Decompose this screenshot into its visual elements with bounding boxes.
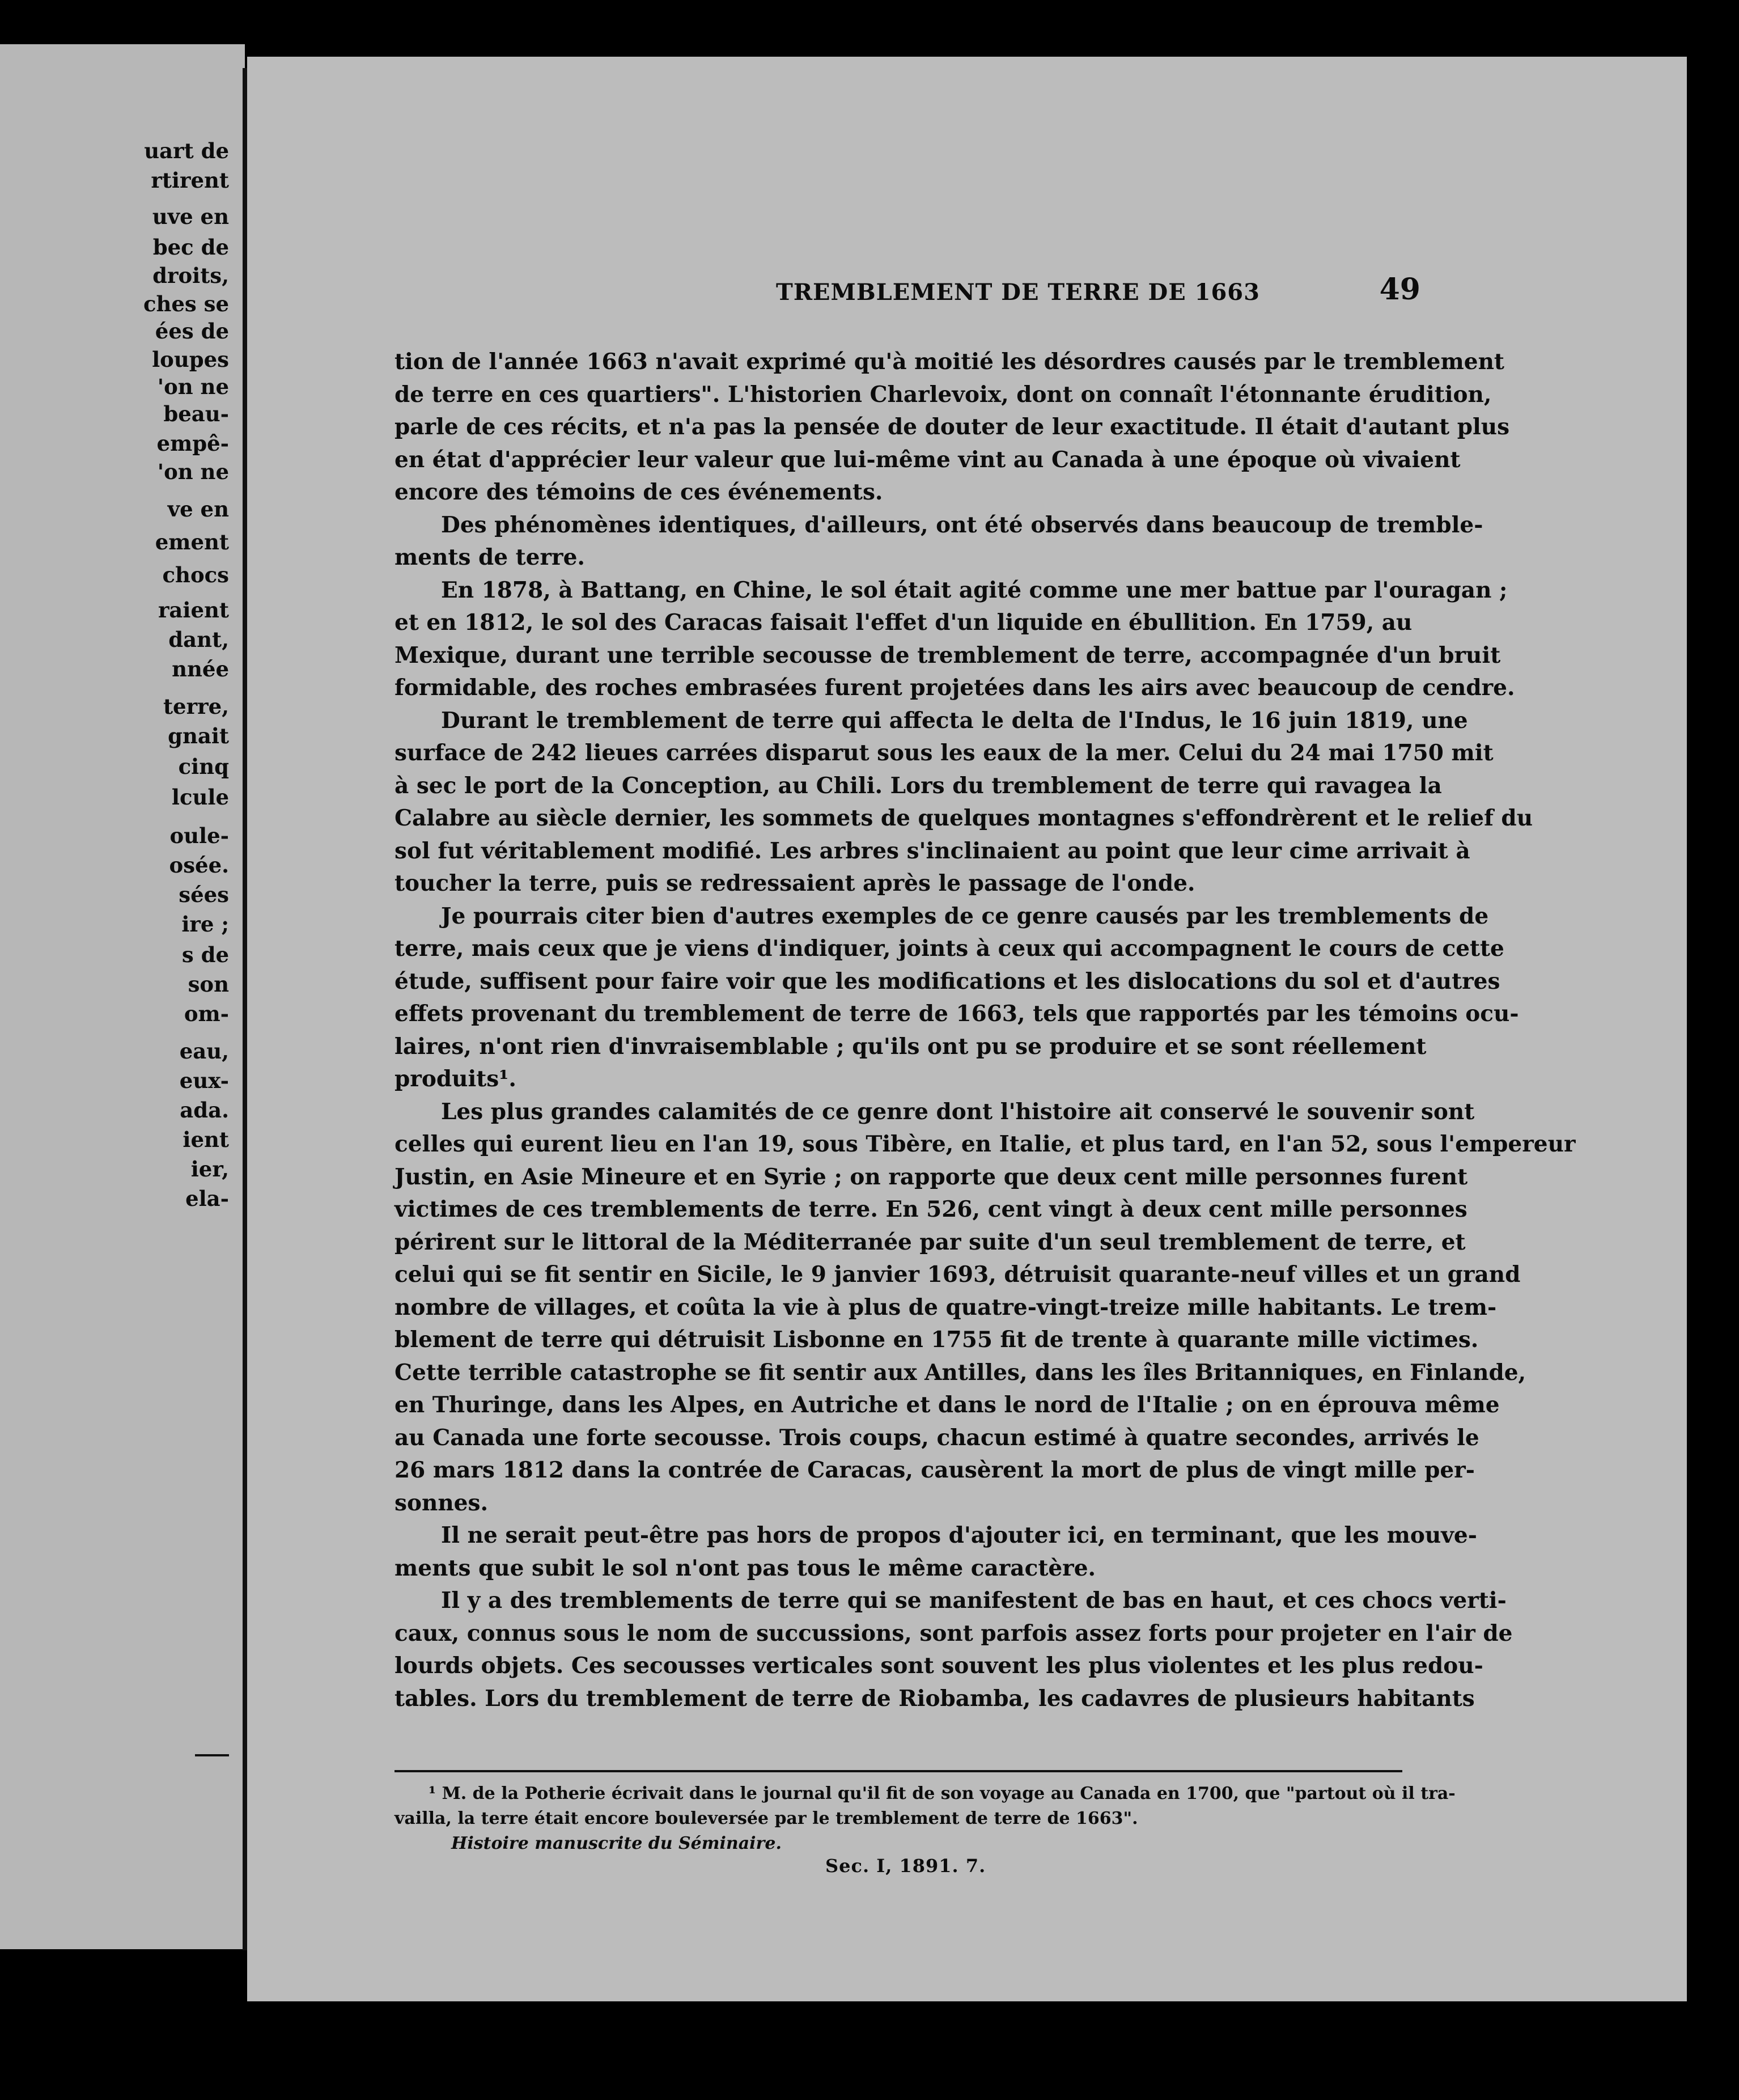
text-line: ments de terre. [395,544,585,570]
text-line: en état d'apprécier leur valeur que lui-même vint au Canada à une époque où vivaient [395,446,1461,473]
facing-page-fragment: loupes [152,347,229,372]
text-line: à sec le port de la Conception, au Chili. Lors du tremblement de terre qui ravagea la [395,772,1442,799]
text-line: lourds objets. Ces secousses verticales sont souvent les plus violentes et les plus redou- [395,1653,1483,1679]
facing-page-edge [0,44,245,1949]
facing-page-fragment: uve en [152,204,229,229]
facing-page-fragment: sées [179,882,229,907]
text-line: En 1878, à Battang, en Chine, le sol était agité comme une mer battue par l'ouragan ; [441,577,1508,603]
signature-mark: Sec. I, 1891. 7. [825,1855,986,1877]
text-line: toucher la terre, puis se redressaient après le passage de l'onde. [395,870,1195,896]
text-line: Cette terrible catastrophe se fit sentir aux Antilles, dans les îles Britanniques, en Finlande, [395,1359,1526,1386]
facing-page-fragment: bec de [152,235,229,260]
text-line: caux, connus sous le nom de succussions, sont parfois assez forts pour projeter en l'air de [395,1620,1513,1646]
facing-page-fragment: ier, [190,1157,229,1182]
facing-page-fragment: terre, [163,694,229,719]
facing-page-fragment: ada. [180,1098,229,1123]
text-line: tion de l'année 1663 n'avait exprimé qu'à moitié les désordres causés par le tremblement [395,349,1504,375]
running-title: TREMBLEMENT DE TERRE DE 1663 [776,279,1260,306]
text-line: sol fut véritablement modifié. Les arbres s'inclinaient au point que leur cime arrivait à [395,837,1470,864]
text-line: Je pourrais citer bien d'autres exemples de ce genre causés par les tremblements de [441,903,1489,929]
footnote-line: ¹ M. de la Potherie écrivait dans le journal qu'il fit de son voyage au Canada en 1700, que "partout où il tra- [429,1784,1456,1803]
text-line: parle de ces récits, et n'a pas la pensée de douter de leur exactitude. Il était d'autant plus [395,414,1510,440]
text-line: Justin, en Asie Mineure et en Syrie ; on rapporte que deux cent mille personnes furent [395,1163,1468,1190]
footnotes [395,1781,1456,1856]
facing-page-fragment: 'on ne [157,374,229,399]
text-line: étude, suffisent pour faire voir que les modifications et les dislocations du sol et d'autres [395,968,1500,994]
facing-page-fragment: om- [184,1001,229,1026]
facing-page-fragment: ées de [155,319,229,344]
facing-page-fragment: eau, [179,1039,229,1064]
facing-page-fragment: uart de [144,138,229,163]
facing-page-footnote-rule [195,1754,229,1756]
facing-page-fragment: osée. [169,853,229,878]
facing-page-fragment: dant, [168,627,229,652]
text-line: Il ne serait peut-être pas hors de propos d'ajouter ici, en terminant, que les mouve- [441,1522,1477,1548]
text-line: Calabre au siècle dernier, les sommets de quelques montagnes s'effondrèrent et le relief du [395,805,1533,831]
facing-page-fragment: rtirent [151,168,229,193]
facing-page-fragment: empê- [156,431,229,456]
facing-page-fragment: beau- [163,401,229,426]
page-number: 49 [1379,272,1420,307]
text-line: de terre en ces quartiers". L'historien Charlevoix, dont on connaît l'étonnante érudition, [395,381,1492,408]
text-line: Durant le tremblement de terre qui affecta le delta de l'Indus, le 16 juin 1819, une [441,707,1468,734]
text-line: blement de terre qui détruisit Lisbonne en 1755 fit de trente à quarante mille victimes. [395,1327,1479,1353]
facing-page-fragment: eux- [179,1068,229,1093]
facing-page-fragment: s de [181,942,229,967]
text-line: effets provenant du tremblement de terre de 1663, tels que rapportés par les témoins ocu- [395,1001,1519,1027]
text-line: surface de 242 lieues carrées disparut sous les eaux de la mer. Celui du 24 mai 1750 mit [395,740,1494,766]
book-page [247,57,1687,2001]
text-line: Des phénomènes identiques, d'ailleurs, ont été observés dans beaucoup de tremble- [441,511,1483,538]
facing-page-fragment: droits, [152,263,229,288]
facing-page-fragment: ient [183,1127,229,1152]
facing-page-fragment: lcule [171,785,229,810]
facing-page-fragment: 'on ne [157,459,229,484]
facing-page-fragment: ire ; [181,912,229,937]
facing-page-fragment: gnait [168,723,229,748]
facing-page-fragment: raient [158,598,229,623]
text-line: encore des témoins de ces événements. [395,479,883,505]
text-line: périrent sur le littoral de la Méditerranée par suite d'un seul tremblement de terre, et [395,1229,1466,1255]
body-text [395,346,1576,1715]
facing-page-fragment: ela- [185,1186,229,1211]
text-line: celles qui eurent lieu en l'an 19, sous Tibère, en Italie, et plus tard, en l'an 52, sous l'empereur [395,1131,1576,1157]
footnote-source: Histoire manuscrite du Séminaire. [451,1834,782,1853]
text-line: en Thuringe, dans les Alpes, en Autriche et dans le nord de l'Italie ; on en éprouva même [395,1392,1500,1418]
text-line: terre, mais ceux que je viens d'indiquer, joints à ceux qui accompagnent le cours de cette [395,935,1504,962]
text-line: produits¹. [395,1066,516,1092]
facing-page-fragment: oule- [169,823,229,848]
text-line: formidable, des roches embrasées furent projetées dans les airs avec beaucoup de cendre. [395,675,1515,701]
text-line: sonnes. [395,1489,489,1516]
facing-page-fragment: cinq [178,754,229,779]
text-line: ments que subit le sol n'ont pas tous le même caractère. [395,1555,1096,1581]
text-line: nombre de villages, et coûta la vie à plus de quatre-vingt-treize mille habitants. Le trem- [395,1294,1497,1320]
facing-page-fragment: ement [155,530,229,554]
text-line: au Canada une forte secousse. Trois coups, chacun estimé à quatre secondes, arrivés le [395,1424,1479,1451]
facing-page-text-fragments [0,44,245,1949]
text-line: laires, n'ont rien d'invraisemblable ; qu'ils ont pu se produire et se sont réellement [395,1033,1427,1060]
footnote-divider [395,1770,1402,1772]
facing-page-fragment: chocs [162,562,229,587]
text-line: Mexique, durant une terrible secousse de tremblement de terre, accompagnée d'un bruit [395,642,1501,668]
footnote-line: vailla, la terre était encore bouleversée par le tremblement de terre de 1663". [395,1809,1138,1828]
text-line: et en 1812, le sol des Caracas faisait l'effet d'un liquide en ébullition. En 1759, au [395,609,1413,636]
text-line: 26 mars 1812 dans la contrée de Caracas, causèrent la mort de plus de vingt mille per- [395,1457,1475,1483]
text-line: Les plus grandes calamités de ce genre dont l'histoire ait conservé le souvenir sont [441,1098,1475,1125]
text-line: celui qui se fit sentir en Sicile, le 9 janvier 1693, détruisit quarante-neuf villes et un grand [395,1261,1521,1288]
facing-page-fragment: nnée [172,657,229,681]
facing-page-fragment: son [188,972,229,997]
facing-page-fragment: ve en [167,497,229,522]
text-line: victimes de ces tremblements de terre. En 526, cent vingt à deux cent mille personnes [395,1196,1467,1222]
facing-page-fragment: ches se [143,291,229,316]
text-line: Il y a des tremblements de terre qui se manifestent de bas en haut, et ces chocs verti- [441,1587,1507,1614]
text-line: tables. Lors du tremblement de terre de Riobamba, les cadavres de plusieurs habitants [395,1685,1475,1712]
